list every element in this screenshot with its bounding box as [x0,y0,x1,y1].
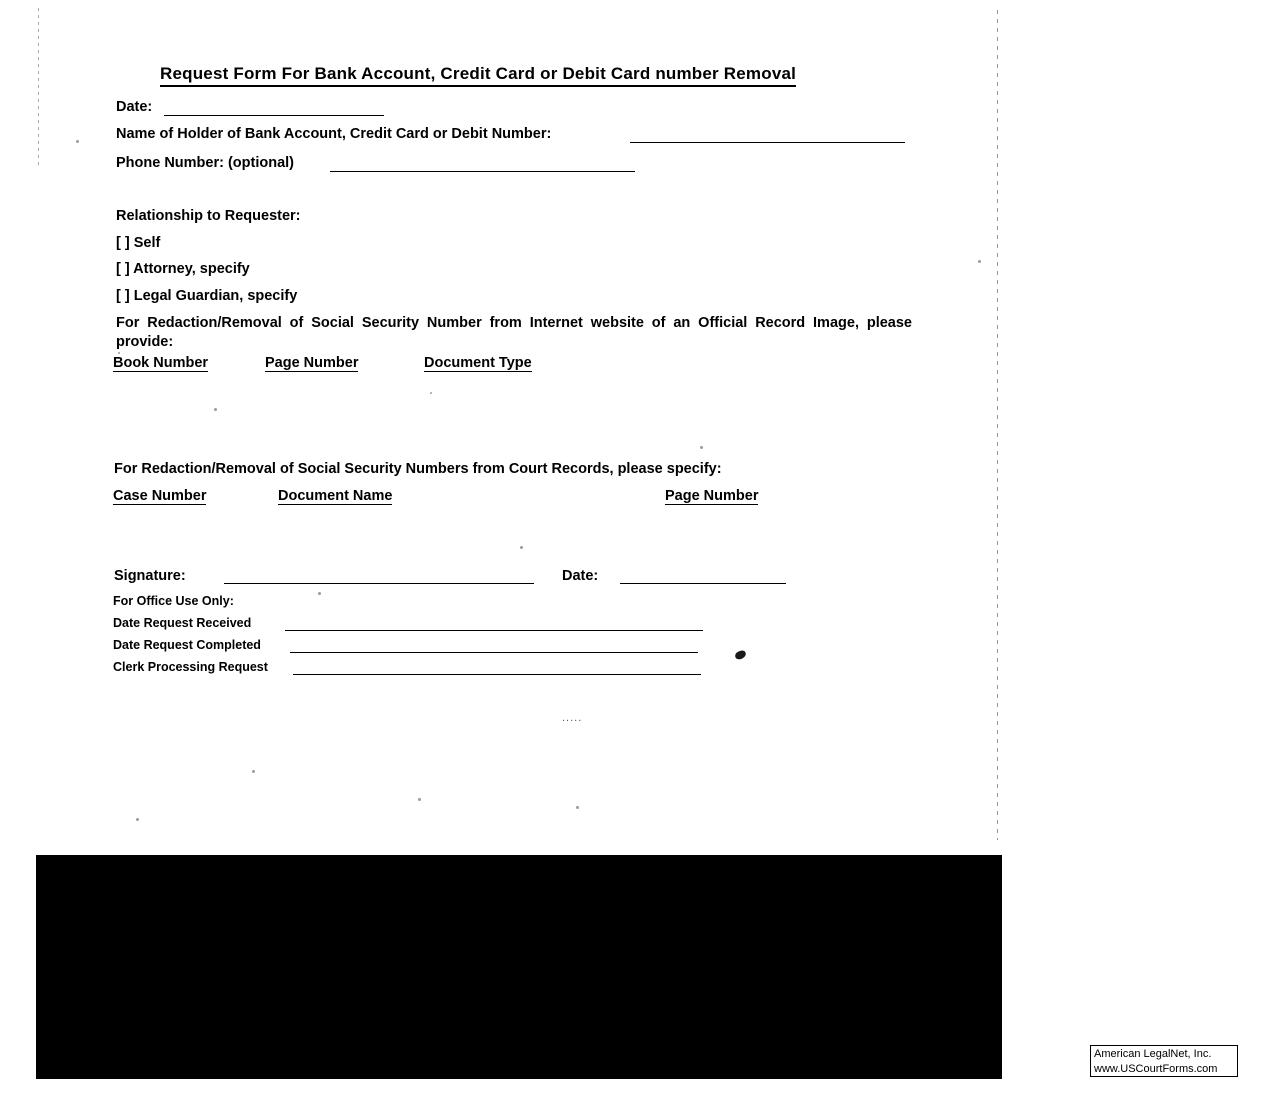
scan-speck [978,260,981,263]
signature-date-line[interactable] [620,583,786,584]
scan-speck [318,592,321,595]
signature-line[interactable] [224,583,534,584]
signature-label: Signature: [114,568,186,584]
office-use-heading: For Office Use Only: [113,594,234,608]
scan-edge-artifact-right [997,10,998,840]
holder-name-line[interactable] [630,142,905,143]
relationship-option-legal-guardian[interactable]: [ ] Legal Guardian, specify [116,288,298,304]
footer-attribution [1090,1045,1238,1077]
relationship-heading: Relationship to Requester: [116,208,301,224]
redaction-black-bar [36,855,1002,1079]
scan-speck [576,806,579,809]
column-header-document-type: Document Type [424,355,532,371]
relationship-option-self[interactable]: [ ] Self [116,235,161,251]
scan-dot-artifact: ..... [562,712,583,724]
scan-speck [418,798,421,801]
clerk-processing-request-line[interactable] [293,674,701,675]
scan-speck [430,392,432,394]
date-request-received-label: Date Request Received [113,616,252,630]
date-request-received-line[interactable] [285,630,703,631]
scan-speck [520,546,523,549]
column-header-document-name: Document Name [278,488,393,504]
court-redaction-paragraph: For Redaction/Removal of Social Security Numbers from Court Records, please specify: [114,461,722,477]
footer-company-name: American LegalNet, Inc. [1094,1048,1212,1060]
column-header-case-number: Case Number [113,488,207,504]
column-header-book-number: Book Number [113,355,209,371]
date-field-label: Date: [116,99,153,115]
footer-website[interactable]: www.USCourtForms.com [1094,1063,1218,1075]
clerk-processing-request-label: Clerk Processing Request [113,660,268,674]
signature-date-label: Date: [562,568,599,584]
phone-number-label: Phone Number: (optional) [116,155,295,171]
scan-speck [214,408,217,411]
page-title: Request Form For Bank Account, Credit Card or Debit Card number Removal [160,64,796,87]
relationship-option-attorney[interactable]: [ ] Attorney, specify [116,261,250,277]
scan-speck [700,446,703,449]
phone-number-line[interactable] [330,171,635,172]
date-request-completed-label: Date Request Completed [113,638,261,652]
scan-speck [136,818,139,821]
ink-blob-artifact [734,649,747,660]
column-header-page-number-court: Page Number [665,488,759,504]
date-field-line[interactable] [164,115,384,116]
date-request-completed-line[interactable] [290,652,698,653]
scan-speck [252,770,255,773]
holder-name-label: Name of Holder of Bank Account, Credit Card or Debit Number: [116,126,552,142]
column-header-page-number: Page Number [265,355,359,371]
scan-edge-artifact-left [38,8,39,168]
scan-speck [76,140,79,143]
internet-redaction-paragraph: For Redaction/Removal of Social Security Number from Internet website of an Official Record Image, please provide: [116,315,912,350]
scan-speck [118,352,120,354]
